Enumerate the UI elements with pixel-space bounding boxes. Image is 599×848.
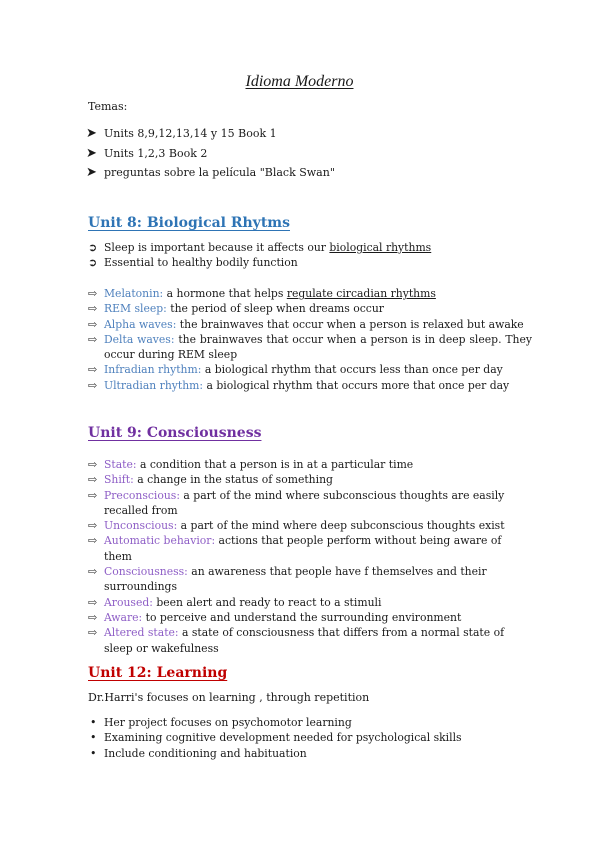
outline-arrow-bullet-icon: ⇨ xyxy=(88,378,98,392)
list-item: ➲ Sleep is important because it affects our biological rhythms xyxy=(88,241,432,254)
list-item: • Her project focuses on psychomotor learning xyxy=(90,716,352,729)
term: Unconscious: xyxy=(104,519,178,533)
list-item: ⇨ Altered state: a state of consciousness that differs from a normal state of sleep or wakefulness xyxy=(88,626,505,655)
dot-bullet-icon: • xyxy=(90,716,97,729)
list-item: • Examining cognitive development needed for psychological skills xyxy=(90,731,462,745)
unit9-terms xyxy=(88,457,532,656)
outline-arrow-bullet-icon: ⇨ xyxy=(88,626,98,640)
term: Shift: xyxy=(104,473,134,487)
outline-arrow-bullet-icon: ⇨ xyxy=(88,363,98,377)
curved-arrow-bullet-icon: ➲ xyxy=(88,241,98,254)
term: Ultradian rhythm: xyxy=(104,378,204,392)
unit8-terms xyxy=(88,286,532,393)
outline-arrow-bullet-icon: ⇨ xyxy=(88,610,98,624)
unit9-heading: Unit 9: Consciousness xyxy=(88,425,262,441)
outline-arrow-bullet-icon: ⇨ xyxy=(88,488,98,502)
term: Delta waves: xyxy=(104,332,175,346)
list-item: ⇨ Preconscious: a part of the mind where subconscious thoughts are easily recalled from xyxy=(88,488,505,517)
list-item: ⇨ Ultradian rhythm: a biological rhythm that occurs more that once per day xyxy=(88,378,510,392)
temas-label: Temas: xyxy=(88,100,128,113)
outline-arrow-bullet-icon: ⇨ xyxy=(88,595,98,609)
list-item: ⇨ Consciousness: an awareness that people have f themselves and their surroundings xyxy=(88,565,487,594)
list-item: ⇨ Unconscious: a part of the mind where deep subconscious thoughts exist xyxy=(88,519,505,533)
list-item: ⇨ REM sleep: the period of sleep when dreams occur xyxy=(88,302,384,316)
unit12-intro: Dr.Harri's focuses on learning , through repetition xyxy=(88,691,370,704)
arrowhead-bullet-icon: ➤ xyxy=(86,165,97,180)
list-item: ⇨ Infradian rhythm: a biological rhythm that occurs less than once per day xyxy=(88,363,503,377)
outline-arrow-bullet-icon: ⇨ xyxy=(88,565,98,579)
term: State: xyxy=(104,458,137,471)
term: Alpha waves: xyxy=(104,317,177,331)
dot-bullet-icon: • xyxy=(90,746,97,760)
list-item: • Include conditioning and habituation xyxy=(90,746,307,760)
dot-bullet-icon: • xyxy=(90,731,97,745)
topics-list xyxy=(86,124,335,183)
list-item: ➤ Units 1,2,3 Book 2 xyxy=(86,144,335,164)
list-item: ➲ Essential to healthy bodily function xyxy=(88,256,298,270)
term: Preconscious: xyxy=(104,488,180,502)
list-item: ⇨ Shift: a change in the status of something xyxy=(88,473,333,487)
arrowhead-bullet-icon: ➤ xyxy=(86,145,97,161)
list-item: ⇨ Aware: to perceive and understand the surrounding environment xyxy=(88,610,462,624)
list-item: ⇨ Delta waves: the brainwaves that occur when a person is in deep sleep. They occur during REM sleep xyxy=(88,332,532,362)
outline-arrow-bullet-icon: ⇨ xyxy=(88,534,98,548)
term: Consciousness: xyxy=(104,565,188,579)
outline-arrow-bullet-icon: ⇨ xyxy=(88,287,98,300)
term: Infradian rhythm: xyxy=(104,363,202,377)
outline-arrow-bullet-icon: ⇨ xyxy=(88,302,98,316)
list-item: ⇨ Automatic behavior: actions that people perform without being aware of them xyxy=(88,534,502,563)
outline-arrow-bullet-icon: ⇨ xyxy=(88,317,98,331)
page-title: Idioma Moderno xyxy=(245,73,354,90)
term: Aware: xyxy=(104,610,143,624)
term: Automatic behavior: xyxy=(104,534,216,548)
unit8-points xyxy=(88,240,538,271)
term: Aroused: xyxy=(104,595,153,609)
unit12-bullets xyxy=(88,715,532,761)
arrowhead-bullet-icon: ➤ xyxy=(86,126,97,141)
outline-arrow-bullet-icon: ⇨ xyxy=(88,332,98,346)
curved-arrow-bullet-icon: ➲ xyxy=(88,256,98,270)
outline-arrow-bullet-icon: ⇨ xyxy=(88,458,98,471)
unit12-heading: Unit 12: Learning xyxy=(88,665,228,681)
list-item: ⇨ Aroused: been alert and ready to react to a stimuli xyxy=(88,595,382,609)
list-item: ➤ preguntas sobre la película "Black Swan" xyxy=(86,163,335,183)
list-item: ➤ Units 8,9,12,13,14 y 15 Book 1 xyxy=(86,124,335,144)
list-item: ⇨ State: a condition that a person is in at a particular time xyxy=(88,458,414,471)
list-item: ⇨ Alpha waves: the brainwaves that occur when a person is relaxed but awake xyxy=(88,317,524,331)
list-item: ⇨ Melatonin: a hormone that helps regulate circadian rhythms xyxy=(88,287,436,300)
term: Altered state: xyxy=(104,626,179,640)
term: REM sleep: xyxy=(104,302,167,316)
unit8-heading: Unit 8: Biological Rhytms xyxy=(88,215,290,231)
term: Melatonin: xyxy=(104,287,164,300)
outline-arrow-bullet-icon: ⇨ xyxy=(88,519,98,533)
outline-arrow-bullet-icon: ⇨ xyxy=(88,473,98,487)
